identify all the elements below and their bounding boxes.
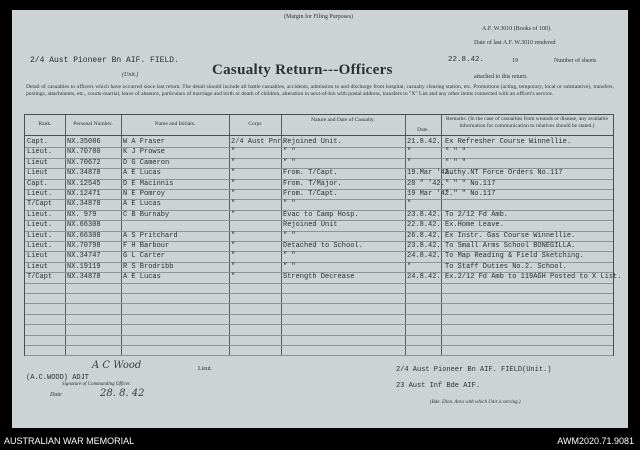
cell-casualty: " " xyxy=(283,252,296,261)
casualty-table xyxy=(24,114,622,356)
cell-name: F H Barbour xyxy=(123,242,170,250)
cell-name: D G Cameron xyxy=(123,158,170,167)
cell-name: C B Burnaby xyxy=(123,210,170,219)
cell-date: " xyxy=(407,148,412,157)
cell-corps: " xyxy=(231,231,236,240)
cell-date: 19 Mar '42. xyxy=(407,190,454,198)
cell-corps: 2/4 Aust Pnr. xyxy=(231,138,286,146)
date-last-label: Date of last A.F. W.3010 rendered xyxy=(474,40,556,46)
cell-name: A S Pritchard xyxy=(123,231,178,240)
cell-rank: Lieut xyxy=(27,252,49,261)
cell-remarks: Ex Refresher Course Winnellie. xyxy=(445,138,572,146)
cell-corps: " xyxy=(231,179,236,188)
cell-remarks: Ex Instr. Gas Course Winnellie. xyxy=(445,231,576,240)
col-corps: Corps xyxy=(248,121,262,127)
archive-name: AUSTRALIAN WAR MEMORIAL xyxy=(4,436,135,446)
cell-corps: " xyxy=(231,190,236,198)
cell-casualty: Evac to Camp Hosp. xyxy=(283,210,359,219)
cell-number: NX. 979 xyxy=(67,210,97,219)
cell-remarks: To Staff Duties No.2. School. xyxy=(445,262,567,271)
cell-date: 22.8.42. xyxy=(407,221,441,230)
cell-remarks: " " " No.117 xyxy=(445,179,496,188)
cell-date: 26.8.42. xyxy=(407,231,441,240)
cell-rank: Lieut. xyxy=(27,210,53,219)
cell-rank: Lieut xyxy=(27,169,49,178)
cell-rank: Lieut. xyxy=(27,242,53,250)
cell-number: NX.70672 xyxy=(67,158,101,167)
cell-rank: Capt. xyxy=(27,138,49,146)
cell-date: 23.8.42. xyxy=(407,210,441,219)
cell-number: NX.34878 xyxy=(67,273,101,282)
cell-remarks: Ex.Home Leave. xyxy=(445,221,504,230)
cell-number: NX.12471 xyxy=(67,190,101,198)
cell-corps: " xyxy=(231,200,236,209)
archive-reference: AWM2020.71.9081 xyxy=(557,436,634,446)
cell-remarks: Authy.NT Force Orders No.117 xyxy=(445,169,563,178)
cell-corps: " xyxy=(231,158,236,167)
form-code: A.F. W.3010 (Books of 100). xyxy=(482,26,552,32)
cell-name: A E Lucas xyxy=(123,200,161,209)
cell-rank: T/Capt xyxy=(27,273,53,282)
cell-corps: " xyxy=(231,210,236,219)
cell-number: NX.34878 xyxy=(67,200,101,209)
cell-remarks: Ex.2/12 Fd Amb to 119AGH Posted to X List. xyxy=(445,273,622,282)
cell-casualty: Rejoined Unit xyxy=(283,221,338,230)
cell-casualty: Detached to School. xyxy=(283,242,363,250)
instructions-paragraph: Detail of casualties to officers which have occurred since last return. The detail should include all battle casualties, accidents, admission to and discharge from hospital, casualty clearing station, etc. Promotions (acting, temporary, local or substantive), transfers, postings, attachments, etc., courts-martial, leave of absence, particulars of marriage and birth or death of children, alteration in next-of-kin with postal address, transfers to "X" List and any other items connected with an officer's service. xyxy=(26,84,614,97)
cell-date: " xyxy=(407,158,412,167)
cell-remarks: To Map Reading & Field Sketching. xyxy=(445,252,584,261)
cell-casualty: From. T/Capt. xyxy=(283,169,338,178)
cell-name: R S Brodribb xyxy=(123,262,174,271)
signatory-name: (A.C.WOOD) ADJT xyxy=(26,374,90,382)
cell-name: A E Lucas xyxy=(123,273,161,282)
cell-casualty: Rejoined Unit. xyxy=(283,138,342,146)
cell-date: " xyxy=(407,200,412,209)
cell-number: NX.70798 xyxy=(67,242,101,250)
cell-casualty: From. T/Capt. xyxy=(283,190,338,198)
cell-date: 23.8.42. xyxy=(407,242,441,250)
return-date: 22.8.42. xyxy=(448,56,485,64)
cell-date: 19.Mar '42. xyxy=(407,169,454,178)
cell-corps: " xyxy=(231,242,236,250)
cell-remarks: " " " No.117 xyxy=(445,190,496,198)
page-title: Casualty Return---Officers xyxy=(212,62,393,78)
cell-rank: Lieut xyxy=(27,158,49,167)
cell-corps: " xyxy=(231,273,236,282)
cell-casualty: From. T/Major. xyxy=(283,179,342,188)
casualty-return-form xyxy=(12,10,628,428)
sheets-label: Number of sheets xyxy=(554,58,597,64)
unit-line-1: 2/4 Aust Pioneer Bn AIF. FIELD(Unit.) xyxy=(396,366,552,374)
signature-date: 28. 8. 42 xyxy=(100,388,145,399)
cell-rank: Lieut. xyxy=(27,231,53,240)
signature-label: Signature of Commanding Officer. xyxy=(62,382,131,387)
cell-name: G L Carter xyxy=(123,252,166,261)
cell-date: 28 " '42. xyxy=(407,179,445,188)
cell-number: NX.34747 xyxy=(67,252,101,261)
cell-number: NX.70780 xyxy=(67,148,101,157)
cell-casualty: Strength Decrease xyxy=(283,273,355,282)
col-date: Date. xyxy=(417,127,429,133)
cell-name: K J Prowse xyxy=(123,148,166,157)
cell-name: W A Fraser xyxy=(123,138,166,146)
archive-footer xyxy=(0,428,640,450)
cell-date: 24.8.42. xyxy=(407,273,441,282)
cell-casualty: " " xyxy=(283,200,296,209)
area-label: (Bde. Dion. Area with which Unit is serving.) xyxy=(430,400,521,405)
col-name: Name and Initials. xyxy=(154,121,196,127)
cell-number: NX.34878 xyxy=(67,169,101,178)
cell-corps: " xyxy=(231,252,236,261)
cell-rank: Lieut xyxy=(27,262,49,271)
cell-rank: Lieut. xyxy=(27,148,53,157)
cell-date: 21.8.42. xyxy=(407,138,441,146)
cell-name: A E Lucas xyxy=(123,169,161,178)
cell-number: NX.66308 xyxy=(67,231,101,240)
cell-rank: T/Capt xyxy=(27,200,53,209)
cell-rank: Lieut. xyxy=(27,190,53,198)
cell-casualty: " " xyxy=(283,231,296,240)
cell-casualty: " " xyxy=(283,158,296,167)
col-casualty: Nature and Date of Casualty. xyxy=(311,117,375,123)
cell-casualty: " " xyxy=(283,148,296,157)
cell-rank: Lieut. xyxy=(27,221,53,230)
unit-label: (Unit.) xyxy=(122,72,139,78)
cell-corps: " xyxy=(231,262,236,271)
margin-note: (Margin for Filing Purposes) xyxy=(284,14,354,20)
co-signature: A C Wood xyxy=(92,360,142,371)
cell-name: D E Macinnis xyxy=(123,179,174,188)
cell-rank: Capt. xyxy=(27,179,49,188)
cell-date: " xyxy=(407,262,412,271)
cell-number: NX.35086 xyxy=(67,138,101,146)
col-number: Personal Number. xyxy=(73,121,113,127)
unit-line-2: 23 Aust Inf Bde AIF. xyxy=(396,382,481,390)
signature-rank: Lieut. xyxy=(198,366,213,372)
cell-remarks: " " " xyxy=(445,158,467,167)
year-prefix: 19 xyxy=(512,58,518,64)
cell-number: NX.66308 xyxy=(67,221,101,230)
cell-corps: " xyxy=(231,148,236,157)
cell-number: NX.19119 xyxy=(67,262,101,271)
cell-name: N E Pomroy xyxy=(123,190,166,198)
col-rank: Rank. xyxy=(38,121,52,127)
cell-number: NX.12545 xyxy=(67,179,101,188)
attached-label: attached to this return. xyxy=(474,74,528,80)
cell-corps: " xyxy=(231,169,236,178)
cell-casualty: " " xyxy=(283,262,296,271)
unit-typed: 2/4 Aust Pioneer Bn AIF. FIELD. xyxy=(30,56,179,65)
date-label: Date xyxy=(50,392,62,398)
cell-remarks: To Small Arms School BONEGILLA. xyxy=(445,242,576,250)
col-remarks: Remarks. (In the case of casualties from wounds or disease, any available information for communication to relatives should be stated.) xyxy=(445,116,609,129)
cell-remarks: " " " xyxy=(445,148,467,157)
cell-date: 24.8.42. xyxy=(407,252,441,261)
cell-remarks: To 2/12 Fd Amb. xyxy=(445,210,509,219)
